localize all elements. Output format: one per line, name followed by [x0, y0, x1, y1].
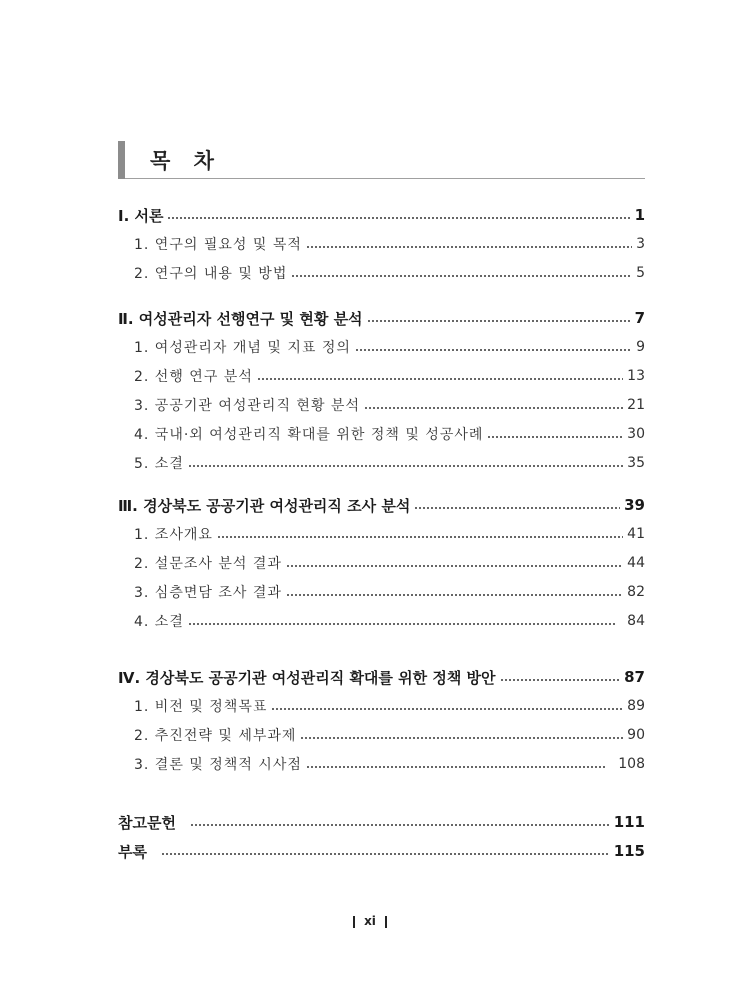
toc-entry-references[interactable] [118, 809, 645, 835]
toc-entry-label: 2. 설문조사 분석 결과 [134, 556, 282, 572]
dot-leader [487, 436, 623, 438]
toc-entry-label: Ⅲ. 경상북도 공공기관 여성관리직 조사 분석 [118, 496, 411, 515]
toc-entry-label: 1. 여성관리자 개념 및 지표 정의 [134, 340, 351, 356]
toc-entry-section[interactable] [118, 579, 645, 605]
toc-entry-section[interactable] [118, 260, 645, 286]
dot-leader [188, 465, 623, 467]
page-title: 목 차 [150, 149, 222, 173]
dot-leader [414, 507, 620, 509]
toc-entry-section[interactable] [118, 693, 645, 719]
dot-leader [271, 708, 623, 710]
toc-entry-page: 3 [636, 236, 645, 252]
toc-entry-page: 111 [613, 813, 645, 831]
toc-entry-chapter-1[interactable] [118, 202, 645, 228]
toc-entry-label: 1. 조사개요 [134, 527, 213, 543]
toc-entry-chapter-4[interactable] [118, 664, 645, 690]
toc-entry-label: 2. 추진전략 및 세부과제 [134, 728, 297, 744]
dot-leader [217, 536, 623, 538]
dot-leader [257, 378, 623, 380]
toc-entry-section[interactable] [118, 363, 645, 389]
toc-entry-label: 부록 [118, 842, 147, 861]
dot-leader [306, 246, 632, 248]
dot-leader [188, 623, 615, 625]
dot-leader [364, 407, 623, 409]
toc-entry-section[interactable] [118, 334, 645, 360]
toc-entry-page: 21 [627, 397, 645, 413]
toc-entry-page: 108 [618, 756, 645, 772]
toc-entry-page: 7 [634, 309, 645, 327]
dot-leader [355, 349, 632, 351]
toc-entry-page: 82 [627, 584, 645, 600]
toc-entry-section[interactable] [118, 550, 645, 576]
toc-entry-section[interactable] [118, 450, 645, 476]
toc-entry-page: 115 [613, 842, 645, 860]
toc-entry-label: 3. 결론 및 정책적 시사점 [134, 757, 302, 773]
toc-entry-label: 4. 소결 [134, 614, 184, 630]
toc-entry-appendix[interactable] [118, 838, 645, 864]
toc-entry-section[interactable] [118, 421, 645, 447]
dot-leader [291, 275, 632, 277]
dot-leader [286, 565, 623, 567]
toc-entry-section[interactable] [118, 722, 645, 748]
page-footer [0, 914, 740, 928]
toc-entry-label: 1. 연구의 필요성 및 목적 [134, 237, 302, 253]
dot-leader [306, 766, 606, 768]
toc-entry-label: 1. 비전 및 정책목표 [134, 699, 268, 715]
toc-entry-page: 87 [624, 668, 645, 686]
toc-entry-label: 3. 심층면담 조사 결과 [134, 585, 282, 601]
dot-leader [367, 320, 631, 322]
toc-entry-page: 1 [634, 206, 645, 224]
header-divider [125, 178, 645, 179]
toc-entry-section[interactable] [118, 608, 645, 634]
footer-bar-left [353, 916, 355, 928]
toc-entry-label: 2. 연구의 내용 및 방법 [134, 266, 288, 282]
toc-entry-label: Ⅱ. 여성관리자 선행연구 및 현황 분석 [118, 309, 363, 328]
toc-entry-section[interactable] [118, 521, 645, 547]
toc-entry-section[interactable] [118, 392, 645, 418]
toc-entry-chapter-3[interactable] [118, 492, 645, 518]
toc-entry-page: 41 [627, 526, 645, 542]
toc-entry-page: 90 [627, 727, 645, 743]
toc-entry-page: 35 [627, 455, 645, 471]
toc-entry-label: Ⅳ. 경상북도 공공기관 여성관리직 확대를 위한 정책 방안 [118, 668, 496, 687]
toc-entry-label: 4. 국내·외 여성관리직 확대를 위한 정책 및 성공사례 [134, 427, 484, 443]
dot-leader [190, 824, 610, 826]
toc-entry-page: 84 [627, 613, 645, 629]
toc-entry-page: 39 [624, 496, 645, 514]
dot-leader [300, 737, 623, 739]
dot-leader [161, 853, 610, 855]
toc-entry-page: 13 [627, 368, 645, 384]
toc-entry-page: 5 [636, 265, 645, 281]
footer-bar-right [385, 916, 387, 928]
toc-entry-chapter-2[interactable] [118, 305, 645, 331]
toc-entry-label: 참고문헌 [118, 813, 176, 832]
toc-entry-label: 2. 선행 연구 분석 [134, 369, 253, 385]
dot-leader [500, 679, 621, 681]
dot-leader [286, 594, 623, 596]
dot-leader [167, 217, 630, 219]
toc-entry-section[interactable] [118, 231, 645, 257]
header-accent-bar [118, 141, 125, 179]
page-number: xi [364, 914, 376, 928]
toc-entry-label: 5. 소결 [134, 456, 184, 472]
toc-entry-section[interactable] [118, 751, 645, 777]
toc-entry-page: 89 [627, 698, 645, 714]
toc-entry-page: 30 [627, 426, 645, 442]
toc-entry-page: 9 [636, 339, 645, 355]
toc-entry-label: Ⅰ. 서론 [118, 206, 164, 225]
toc-entry-label: 3. 공공기관 여성관리직 현황 분석 [134, 398, 360, 414]
toc-entry-page: 44 [627, 555, 645, 571]
toc-header [118, 141, 645, 179]
